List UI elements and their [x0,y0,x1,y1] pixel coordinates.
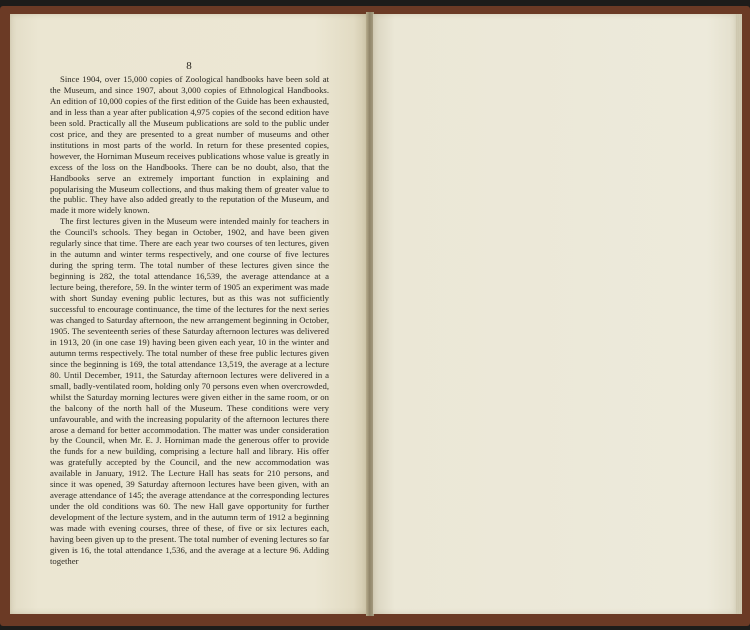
right-page-blank [373,14,736,614]
page-number: 8 [186,60,192,72]
paragraph-lectures: The first lectures given in the Museum were intended mainly for teachers in the Council's schools. They began in October, 1902, and have been given regularly since that time. There are each year two courses of ten lectures, given in the autumn and winter terms respectively, and one course of five lectures during the spring term. The total number of these lectures given since the beginning is 282, the total attendance 16,539, the average attendance at a lecture being, therefore, 59. In the winter term of 1905 an experiment was made with short Sunday evening public lectures, but as this was not sufficiently successful to encourage continuance, the time of the lectures for the next series was changed to Saturday afternoon, the new arrangement beginning in October, 1905. The seventeenth series of these Saturday afternoon lectures was delivered in 1913, 20 (in one case 19) having been given each year, 10 in the winter and autumn terms respectively. The total number of these free public lectures given since the beginning is 169, the total attendance 13,519, the average at a lecture 80. Until December, 1911, the Saturday afternoon lectures were delivered in a small, badly-ventilated room, holding only 70 persons even when overcrowded, whilst the Saturday morning lectures were given either in the same room, or on the balcony of the north hall of the Museum. These conditions were very unfavourable, and with the increasing popularity of the afternoon lectures there arose a demand for better accommodation. The matter was under consideration by the Council, when Mr. E. J. Horniman made the generous offer to provide the funds for a new building, comprising a lecture hall and library. His offer was gratefully accepted by the Council, and the new accommodation was available in January, 1912. The Lecture Hall has seats for 210 persons, and since it was opened, 39 Saturday afternoon lectures have been given, with an average attendance of 145; the average attendance at the corresponding lectures under the old conditions was 60. The new Hall gave opportunity for further development of the lecture system, and in the autumn term of 1912 a beginning was made with evening courses, three of these, of five or six lectures each, having been given up to the present. The total number of evening lectures so far given is 16, the total attendance 1,536, and the average at a lecture 96. Adding together [50,216,329,566]
page-edges [736,14,742,614]
body-text [50,74,329,567]
paragraph-publications: Since 1904, over 15,000 copies of Zoological handbooks have been sold at the Museum, and since 1907, about 3,000 copies of Ethnological Handbooks. An edition of 10,000 copies of the first edition of the Guide has been exhausted, and in less than a year after publication 4,975 copies of the second edition have been sold. Practically all the Museum publications are sold to the public under cost price, and they are presented to a great number of museums and other institutions in most parts of the world. In return for these presented copies, however, the Horniman Museum receives publications whose value is greatly in excess of the loss on the Handbooks. There can be no doubt, also, that the Handbooks serve an extremely important function in explaining and popularising the Museum collections, and thus making them of greater value to the public. They have also added greatly to the reputation of the Museum, and made it more widely known. [50,74,329,216]
